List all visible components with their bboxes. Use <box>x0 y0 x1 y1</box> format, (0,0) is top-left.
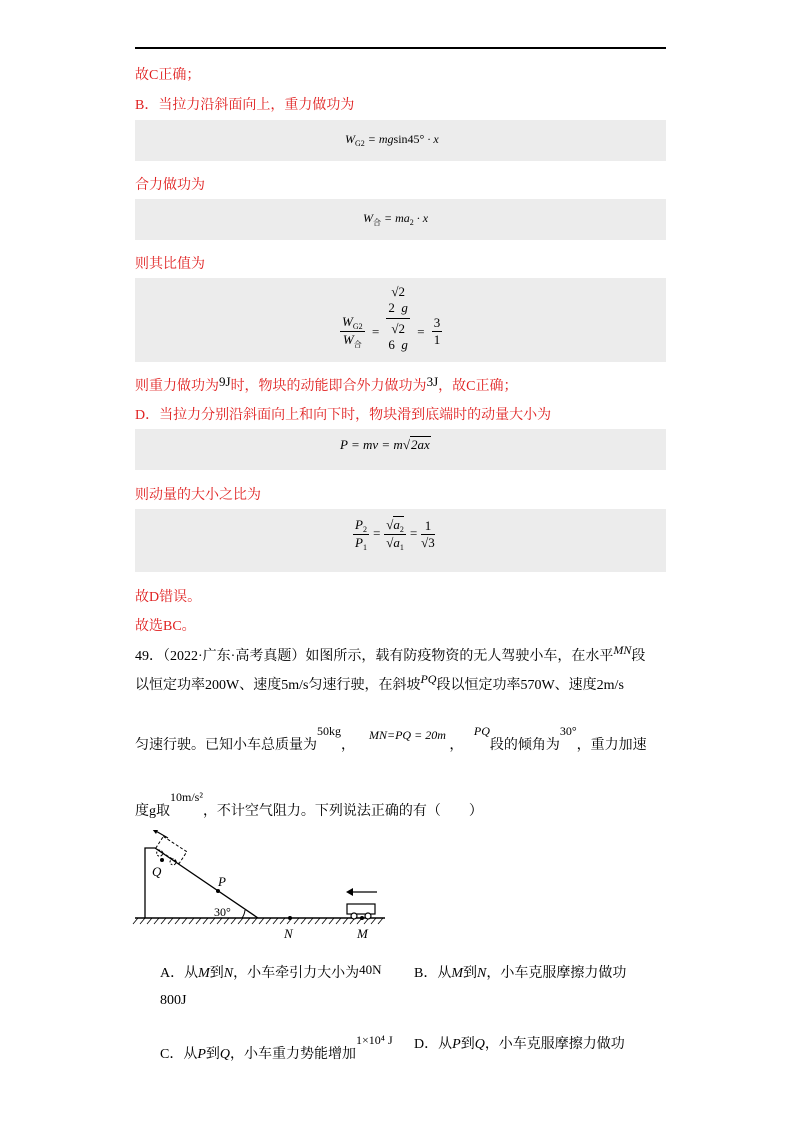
text-seg: 则重力做功为 <box>135 379 219 394</box>
option-B[interactable] <box>414 962 626 982</box>
var-N: N <box>477 966 487 981</box>
solution-line-7: 则动量的大小之比为 <box>135 488 261 503</box>
question-line-3 <box>135 724 647 754</box>
text-seg: 49．（2022·广东·高考真题）如图所示，载有防疫物资的无人驾驶小车，在水平 <box>135 649 614 664</box>
text-seg: 段的倾角为 <box>489 738 560 753</box>
text-seg: ，小车重力势能增加 <box>230 1047 357 1062</box>
text-seg: ，小车克服摩擦力做功 <box>486 966 627 981</box>
text-seg: 到 <box>209 966 224 981</box>
equation-box-1 <box>135 120 666 161</box>
equation-box-2 <box>135 199 666 240</box>
point-Q <box>160 858 164 862</box>
text-seg: 到 <box>463 966 478 981</box>
text-seg: ，小车牵引力大小为 <box>233 966 360 981</box>
value-speed-1: 5m/s <box>281 678 309 693</box>
value-speed-2: 2m/s <box>596 678 624 693</box>
value-9J: 9J <box>219 374 231 389</box>
question-line-4 <box>135 790 483 820</box>
text-seg: ，不计空气阻力。下列说法正确的有（ ） <box>202 804 483 819</box>
value-MN: MN <box>613 643 632 657</box>
label-Q: Q <box>152 864 162 879</box>
option-D[interactable] <box>414 1033 625 1053</box>
text-seg: ，小车克服摩擦力做功 <box>484 1037 625 1052</box>
slope-figure <box>130 830 390 945</box>
text-seg: B．从 <box>414 966 452 981</box>
question-line-1 <box>135 643 645 665</box>
equation-box-3 <box>135 278 666 362</box>
option-C[interactable] <box>160 1033 393 1063</box>
cart-arrowhead <box>346 888 353 896</box>
equation-4: P = mv = m√2ax <box>340 437 430 452</box>
solution-line-3: 合力做功为 <box>135 178 205 193</box>
value-40N: 40N <box>359 962 382 977</box>
text-seg: ， <box>341 738 355 753</box>
text-seg: 度g取 <box>135 804 170 819</box>
var-Q: Q <box>474 1037 485 1052</box>
equation-1: $W_{G2} = mgsin45^\circ \cdot x$ <box>345 132 439 148</box>
text-seg: 匀速行驶，在斜坡 <box>308 678 421 693</box>
option-A[interactable] <box>160 962 382 981</box>
solution-line-9: 故选BC。 <box>135 619 196 634</box>
point-N <box>288 916 292 920</box>
label-N: N <box>284 926 293 941</box>
value-lengths: MN=PQ = 20m <box>369 728 446 742</box>
text-seg: 到 <box>460 1037 475 1052</box>
equation-5: $\frac{P_2}{P_1}$ = $\frac{√a_2}{√a_1}$ = $\frac{1}{√3}$ <box>355 517 435 552</box>
var-P: P <box>452 1037 461 1052</box>
value-mass: 50kg <box>317 724 341 738</box>
equation-box-5 <box>135 509 666 572</box>
solution-line-8: 故D错误。 <box>135 590 202 605</box>
text-seg: 时，物块的动能即合外力做功为 <box>230 379 427 394</box>
var-Q: Q <box>219 1047 231 1062</box>
text-seg: D．从 <box>414 1037 453 1052</box>
solution-line-6: D．当拉力分别沿斜面向上和向下时，物块滑到底端时的动量大小为 <box>135 408 552 423</box>
text-seg: 段 <box>631 649 646 664</box>
option-A-line <box>160 962 382 982</box>
text-seg: 以恒定功率200W、速度 <box>135 678 282 693</box>
solution-line-2: B．当拉力沿斜面向上，重力做功为 <box>135 98 355 113</box>
text-seg: A．从 <box>160 966 199 981</box>
equation-3: $\frac{W_{G2}}{W_合}$ = √2 2 g √2 6 g = $\frac{3}{1}$ <box>342 284 441 352</box>
solution-line-4: 则其比值为 <box>135 257 205 272</box>
text-seg: ，故C正确； <box>438 379 518 394</box>
dashed-cart <box>153 836 187 867</box>
ground-hatch <box>133 918 383 924</box>
var-M: M <box>451 966 464 981</box>
question-line-2 <box>135 672 624 694</box>
label-P: P <box>218 874 226 889</box>
text-seg: 到 <box>205 1047 220 1062</box>
value-g: 10m/s² <box>170 790 203 804</box>
equation-box-4 <box>135 429 666 470</box>
header-rule <box>135 47 666 49</box>
text-seg: ，重力加速 <box>576 738 647 753</box>
value-3J: 3J <box>426 374 439 389</box>
var-N: N <box>223 966 234 981</box>
text-seg: 匀速行驶。已知小车总质量为 <box>135 738 317 753</box>
option-B-value: 800J <box>160 993 187 1008</box>
solution-line-5 <box>135 374 517 395</box>
equation-2: $W_合 = ma_2 \cdot x$ <box>363 211 429 227</box>
label-angle: 30° <box>214 905 231 919</box>
value-angle: 30° <box>559 724 577 738</box>
var-M: M <box>198 966 210 981</box>
point-M <box>360 916 364 920</box>
angle-arc <box>242 910 245 918</box>
text-seg: ， <box>449 738 464 753</box>
value-energy: 1×10⁴ J <box>356 1033 393 1047</box>
value-PQ-2: PQ <box>473 724 490 738</box>
solution-line-1: 故C正确； <box>135 68 201 83</box>
var-P: P <box>197 1047 206 1062</box>
label-M: M <box>357 926 368 941</box>
text-seg: C．从 <box>160 1047 198 1062</box>
text-seg: 段以恒定功率570W、速度 <box>436 678 597 693</box>
value-PQ: PQ <box>420 672 437 686</box>
point-P <box>216 889 220 893</box>
